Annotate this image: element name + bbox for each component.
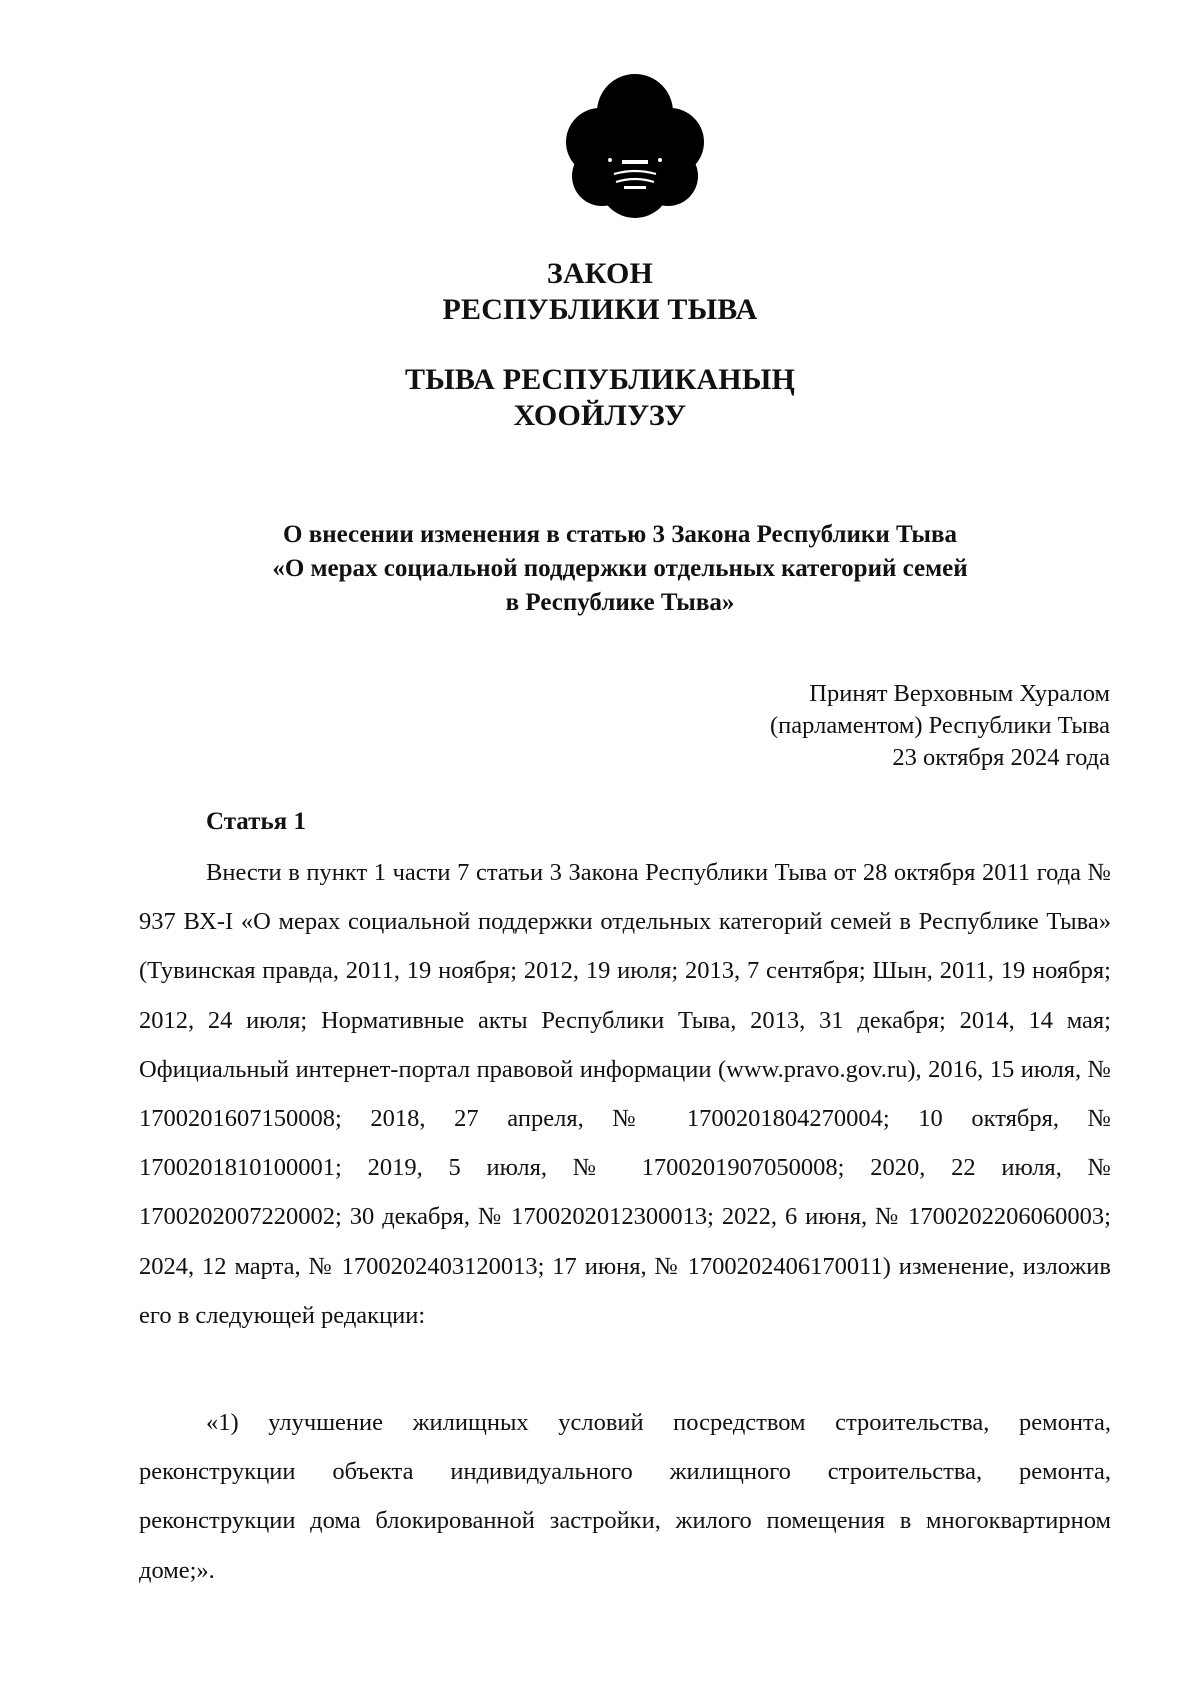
article-paragraph-1-text: Внести в пункт 1 части 7 статьи 3 Закона Республики Тыва от 28 октября 2011 года № 937 ВХ-I «О мерах социальной поддержки отдельных категорий семей в Республике Тыва» (Тувинская правда, 2011, 19 ноября; 2012, 19 июля; 2013, 7 сентября; Шын, 2011, 19 ноября; 2012, 24 июля; Нормативные акты Республики Тыва, 2013, 31 декабря; 2014, 14 мая; Официальный интернет-портал правовой информации (www.pravo.gov.ru), 2016, 15 июля, № 1700201607150008; 2018, 27 апреля, № 1700201804270004; 10 октября, № 1700201810100001; 2019, 5 июля, № 1700201907050008; 2020, 22 июля, № 1700202007220002; 30 декабря, № 1700202012300013; 2022, 6 июня, № 1700202206060003; 2024, 12 марта, № 1700202403120013; 17 июня, № 1700202406170011) изменение, изложив его в следующей редакции:	[139, 859, 1111, 1329]
law-title-ru-line1: ЗАКОН	[546, 257, 654, 290]
law-title-tyv-line1: ТЫВА РЕСПУБЛИКАНЫҢ	[404, 363, 796, 396]
law-subject-heading	[0, 518, 1200, 620]
adoption-date: 23 октября 2024 года	[892, 744, 1110, 771]
subject-line2: «О мерах социальной поддержки отдельных категорий семей	[272, 555, 968, 582]
coat-of-arms-emblem	[566, 72, 704, 220]
adoption-line2: (парламентом) Республики Тыва	[770, 712, 1110, 739]
adoption-line1: Принят Верховным Хуралом	[809, 680, 1110, 707]
article-title: Статья 1	[206, 808, 306, 835]
article-paragraph-2	[139, 1398, 1111, 1595]
subject-line1: О внесении изменения в статью 3 Закона Республики Тыва	[283, 521, 957, 548]
adoption-note	[770, 678, 1110, 774]
law-title-tyv-line2: ХООЙЛУЗУ	[513, 399, 687, 432]
article-paragraph-1	[139, 848, 1111, 1340]
law-title-ru-line2: РЕСПУБЛИКИ ТЫВА	[442, 293, 758, 326]
subject-line3: в Республике Тыва»	[505, 589, 735, 616]
article-paragraph-2-text: «1) улучшение жилищных условий посредством строительства, ремонта, реконструкции объекта индивидуального жилищного строительства, ремонта, реконструкции дома блокированной застройки, жилого помещения в многоквартирном доме;».	[139, 1409, 1111, 1584]
law-title-russian	[0, 256, 1200, 328]
law-title-tuvan	[0, 362, 1200, 434]
